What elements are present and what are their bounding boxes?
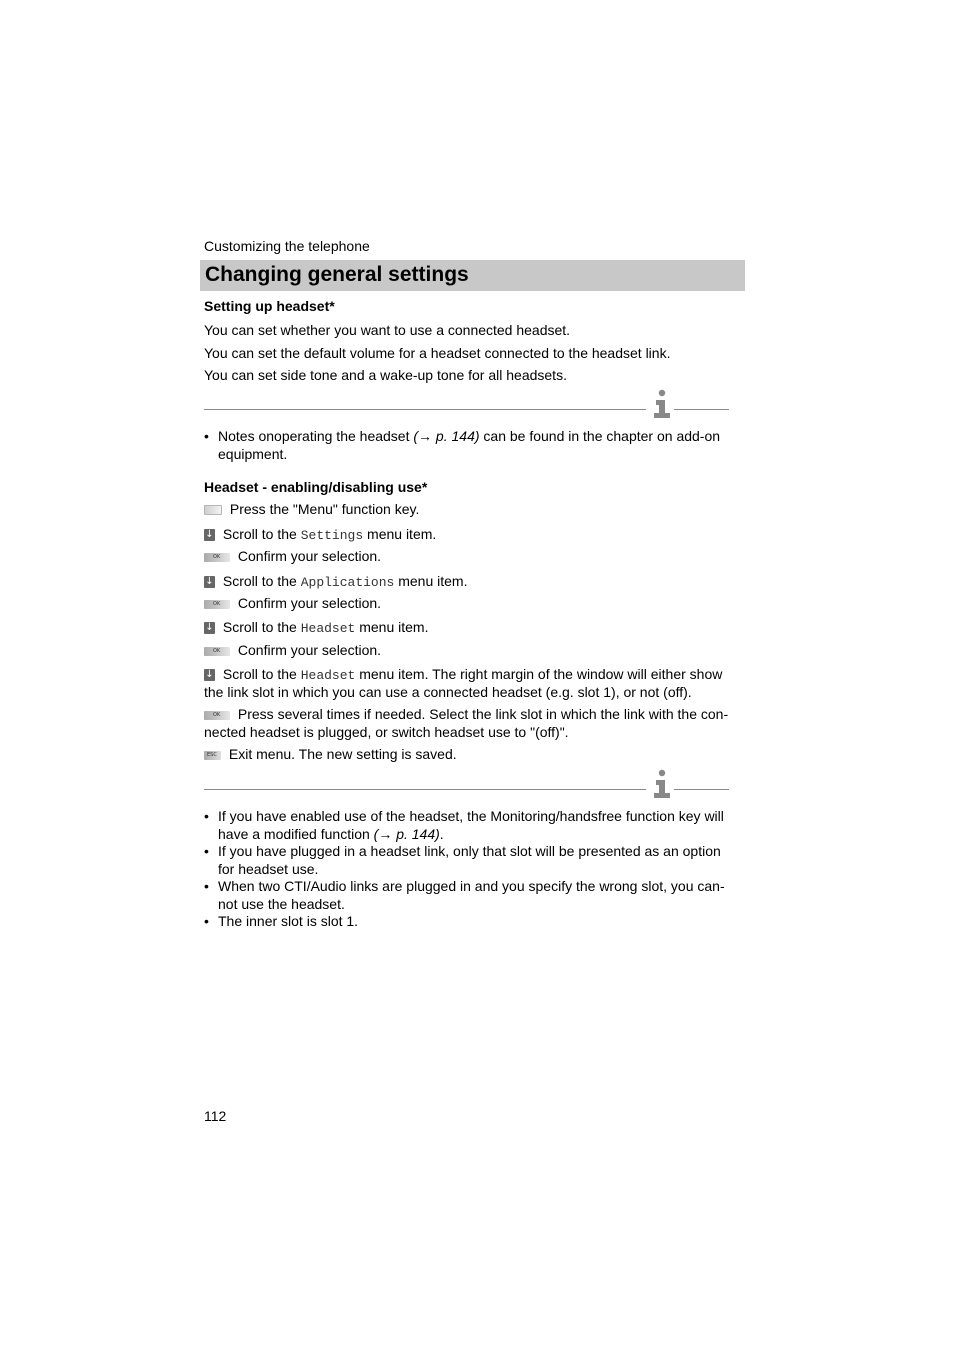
step-confirm: OK Confirm your selection. (204, 641, 381, 659)
title-bar (200, 260, 745, 291)
running-head: Customizing the telephone (204, 238, 370, 254)
info-rule-left (204, 789, 646, 790)
scroll-down-key-icon: ↓ (205, 622, 214, 634)
info-rule-right (674, 409, 729, 410)
section-heading-headset-enable: Headset - enabling/disabling use* (204, 479, 428, 495)
info-icon (652, 389, 672, 419)
step-scroll-headset: ↓ Scroll to the Headset menu item. (205, 619, 429, 636)
step-press-menu: Press the "Menu" function key. (204, 500, 419, 518)
scroll-down-key-icon: ↓ (205, 669, 214, 681)
ok-key-icon (204, 647, 230, 656)
ok-key-icon (204, 553, 230, 562)
info-icon (652, 769, 672, 799)
ok-key-icon (204, 711, 230, 720)
step-confirm: OK Confirm your selection. (204, 594, 381, 612)
step-text-line: nected headset is plugged, or switch headset use to "(off)". (204, 724, 569, 740)
step-select-slot: OK Press several times if needed. Select the link slot in which the link with the con- (204, 705, 728, 723)
paragraph: You can set whether you want to use a connected headset. (204, 322, 571, 338)
info-rule-left (204, 409, 646, 410)
esc-key-icon (204, 751, 221, 760)
step-exit-menu: ESC Exit menu. The new setting is saved. (204, 745, 457, 763)
ok-key-icon (204, 600, 230, 609)
step-scroll-applications: ↓ Scroll to the Applications menu item. (205, 573, 468, 590)
menu-key-icon (204, 505, 222, 515)
page-reference: (→ p. 144) (413, 428, 480, 444)
scroll-down-key-icon: ↓ (205, 529, 214, 541)
page-number: 112 (204, 1108, 227, 1124)
step-scroll-headset-slot: ↓ Scroll to the Headset menu item. The right margin of the window will either show (205, 666, 723, 683)
paragraph: You can set side tone and a wake-up tone for all headsets. (204, 367, 567, 383)
scroll-down-key-icon: ↓ (205, 576, 214, 588)
step-confirm: OK Confirm your selection. (204, 547, 381, 565)
step-text-line: the link slot in which you can use a connected headset (e.g. slot 1), or not (off). (204, 684, 692, 700)
page-reference: (→ p. 144) (373, 825, 440, 842)
section-heading-setting-up-headset: Setting up headset* (204, 298, 335, 314)
paragraph: You can set the default volume for a headset connected to the headset link. (204, 345, 671, 361)
step-scroll-settings: ↓ Scroll to the Settings menu item. (205, 526, 437, 543)
info-rule-right (674, 789, 729, 790)
page-title: Changing general settings (205, 263, 469, 286)
